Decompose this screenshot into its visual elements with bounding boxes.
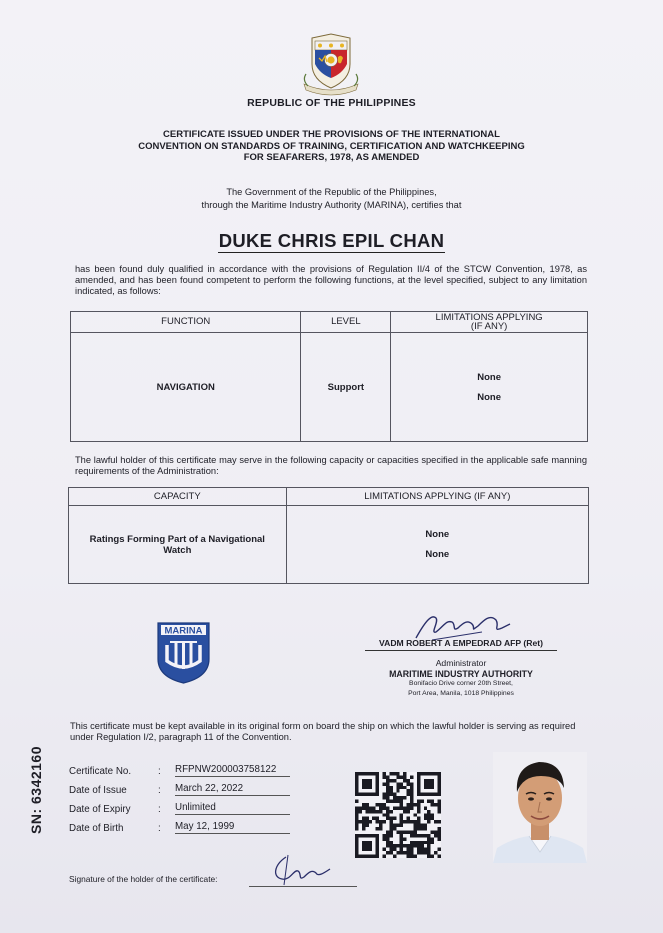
date-of-issue-value: March 22, 2022 bbox=[175, 783, 290, 796]
marina-logo-text: MARINA bbox=[164, 625, 203, 637]
government-line-2: through the Maritime Industry Authority (MARINA), certifies that bbox=[201, 199, 462, 210]
serial-number-text: SN: 6342160 bbox=[27, 745, 44, 835]
date-of-expiry-value: Unlimited bbox=[175, 802, 290, 815]
limitations-header bbox=[391, 312, 588, 333]
capacity-header: CAPACITY bbox=[69, 488, 287, 506]
date-of-issue-colon: : bbox=[158, 785, 161, 796]
date-of-birth-value: May 12, 1999 bbox=[175, 821, 290, 834]
limitations-header-text: LIMITATIONS APPLYING (IF ANY) bbox=[435, 311, 543, 332]
date-of-birth-label: Date of Birth bbox=[69, 823, 124, 834]
qualification-text: has been found duly qualified in accordance with the provisions of Regulation II/4 of the STCW Convention, 1978, as amended, and has been found competent to perform the following functions, at the level specified, subject to any limitation indicated, as follows: bbox=[75, 264, 587, 296]
marina-shield-logo-icon bbox=[156, 621, 211, 685]
certificate-no-value: RFPNW200003758122 bbox=[175, 764, 290, 777]
holder-photo-icon bbox=[493, 752, 587, 863]
date-of-expiry-colon: : bbox=[158, 804, 161, 815]
certificate-no-colon: : bbox=[158, 766, 161, 777]
date-of-birth-colon: : bbox=[158, 823, 161, 834]
official-address-line-2: Port Area, Manila, 1018 Philippines bbox=[408, 689, 514, 697]
certificate-heading-line-1: CERTIFICATE ISSUED UNDER THE PROVISIONS OF THE INTERNATIONAL bbox=[163, 129, 500, 140]
date-of-expiry-label: Date of Expiry bbox=[69, 804, 131, 815]
official-block bbox=[365, 638, 557, 698]
keep-available-text: This certificate must be kept available in its original form on board the ship on which the lawful holder is serving as required under Regulation I/2, paragraph 11 of the Convention. bbox=[70, 721, 576, 742]
holder-signature-icon bbox=[268, 851, 334, 887]
function-limitation-1: None bbox=[477, 371, 501, 383]
capacity-limitation-2: None bbox=[425, 549, 450, 560]
official-address-line-1: Bonifacio Drive corner 20th Street, bbox=[409, 680, 513, 687]
function-limitation-2: None bbox=[477, 391, 501, 403]
government-statement bbox=[120, 186, 543, 211]
date-of-issue-label: Date of Issue bbox=[69, 785, 127, 796]
function-limitations bbox=[391, 333, 588, 442]
function-header: FUNCTION bbox=[71, 312, 301, 333]
official-name: VADM ROBERT A EMPEDRAD AFP (Ret) bbox=[365, 638, 557, 651]
holder-signature-label: Signature of the holder of the certificate: bbox=[69, 874, 218, 884]
functions-table bbox=[70, 311, 588, 442]
lawful-holder-text: The lawful holder of this certificate may serve in the following capacity or capacities specified in the applicable safe manning requirements of the Administration: bbox=[75, 455, 587, 476]
government-line-1: The Government of the Republic of the Philippines, bbox=[226, 187, 437, 197]
qr-code-icon bbox=[355, 771, 441, 859]
official-title: Administrator bbox=[435, 658, 487, 668]
serial-number bbox=[23, 735, 48, 845]
capacity-table bbox=[68, 487, 589, 584]
philippines-coat-of-arms-icon bbox=[300, 30, 362, 96]
holder-name bbox=[0, 230, 663, 252]
holder-name-text: DUKE CHRIS EPIL CHAN bbox=[218, 230, 445, 251]
certificate-heading-line-3: FOR SEAFARERS, 1978, AS AMENDED bbox=[243, 152, 420, 163]
capacity-limitations-header: LIMITATIONS APPLYING (IF ANY) bbox=[286, 488, 588, 506]
level-header: LEVEL bbox=[301, 312, 391, 333]
certificate-no-label: Certificate No. bbox=[69, 766, 132, 777]
level-value: Support bbox=[301, 333, 391, 442]
official-organization: MARITIME INDUSTRY AUTHORITY bbox=[389, 669, 533, 679]
function-value: NAVIGATION bbox=[71, 333, 301, 442]
republic-title: REPUBLIC OF THE PHILIPPINES bbox=[247, 97, 416, 109]
capacity-value: Ratings Forming Part of a Navigational Watch bbox=[69, 506, 287, 584]
certificate-heading-line-2: CONVENTION ON STANDARDS OF TRAINING, CERTIFICATION AND WATCHKEEPING bbox=[138, 140, 525, 152]
certificate-heading bbox=[90, 129, 573, 164]
capacity-limitation-1: None bbox=[425, 529, 450, 540]
capacity-limitations bbox=[286, 506, 588, 584]
